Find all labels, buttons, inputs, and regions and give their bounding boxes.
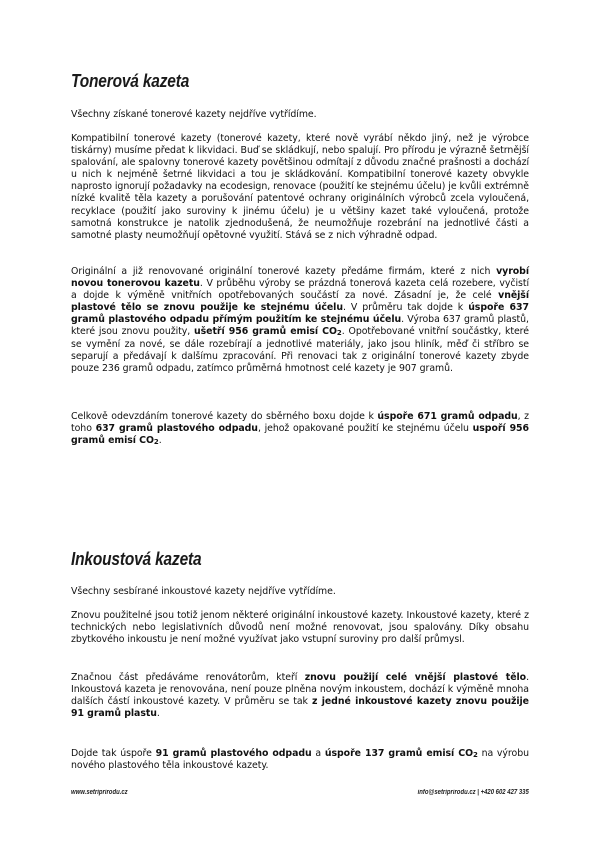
section-title-toner: Tonerová kazeta: [71, 71, 190, 91]
footer-contact: info@setriprirodu.cz | +420 602 427 335: [417, 789, 529, 796]
section-title-ink: Inkoustová kazeta: [71, 549, 202, 569]
paragraph-toner-original: Originální a již renovované originální tonerové kazety předáme firmám, které z nich vyrobí novou tonerovou kazetu. V průběhu výroby se prázdná tonerová kazeta celá rozebere, vyčistí a dojde k výměně vnitřních opotřebovaných součástí za nové. Zásadní je, že celé vnější plastové tělo se znovu použije ke stejnému účelu. V průměru tak dojde k úspoře 637 gramů plastového odpadu přímým použitím ke stejnému účelu. Výroba 637 gramů plastů, které jsou znovu použity, ušetří 956 gramů emisí CO2. Opotřebované vnitřní součástky, které se vymění za nové, se dále rozebírají a jednotlivé materiály, jako jsou hliník, měď či stříbro se separují a předávají k dalšímu zpracování. Při renovaci tak z originální tonerové kazety zbyde pouze 236 gramů odpadu, zatímco průměrná hmotnost celé kazety je 907 gramů.: [71, 266, 530, 374]
paragraph-ink-reusable: Znovu použitelné jsou totiž jenom některé originální inkoustové kazety. Inkoustové kazety, které z technických nebo legislativních důvodů není možné renovovat, jsou spalovány. Díky obsahu zbytkového inkoustu je není možné využívat jako vstupní suroviny pro další průmysl.: [71, 610, 529, 646]
paragraph-ink-summary: Dojde tak úspoře 91 gramů plastového odpadu a úspoře 137 gramů emisí CO2 na výrobu nového plastového těla inkoustové kazety.: [71, 748, 529, 772]
paragraph-toner-intro: Všechny získané tonerové kazety nejdříve vytřídíme.: [71, 109, 317, 120]
footer-website-link[interactable]: www.setriprirodu.cz: [71, 789, 128, 796]
paragraph-toner-summary: Celkově odevzdáním tonerové kazety do sběrného boxu dojde k úspoře 671 gramů odpadu, z toho 637 gramů plastového odpadu, jehož opakované použití ke stejnému účelu uspoří 956 gramů emisí CO2.: [71, 411, 530, 447]
paragraph-toner-compatible: Kompatibilní tonerové kazety (tonerové kazety, které nově vyrábí někdo jiný, než je výrobce tiskárny) musíme předat k likvidaci. Buď se skládkují, nebo spalují. Pro přírodu je výrazně šetrnější spalování, ale spalovny tonerové kazety povětšinou odmítají z důvodu značné prašnosti a dochází u nich k nejméně šetrné likvidaci a tou je skládkování. Kompatibilní tonerové kazety obvykle naprosto ignorují požadavky na ecodesign, renovace (použití ke stejnému účelu) je kvůli extrémně nízké kvalitě těla kazety a porušování patentové ochrany originálních výrobců zcela vyloučená, recyklace (použití jako suroviny k jinému účelu) je u většiny kazet také vyloučená, protože samotná konstrukce je natolik zjednodušená, že neumožňuje rozebrání na jednotlivé části a samotné plasty neumožňují opětovné využití. Stává se z nich výhradně odpad.: [71, 133, 529, 241]
paragraph-ink-intro: Všechny sesbírané inkoustové kazety nejdříve vytřídíme.: [71, 586, 336, 597]
paragraph-ink-renovation: Značnou část předáváme renovátorům, kteří znovu použijí celé vnější plastové tělo. Inkoustová kazeta je renovována, není pouze plněna novým inkoustem, dochází k výměně mnoha dalších částí inkoustové kazety. V průměru se tak z jedné inkoustové kazety znovu použije 91 gramů plastu.: [71, 672, 529, 720]
